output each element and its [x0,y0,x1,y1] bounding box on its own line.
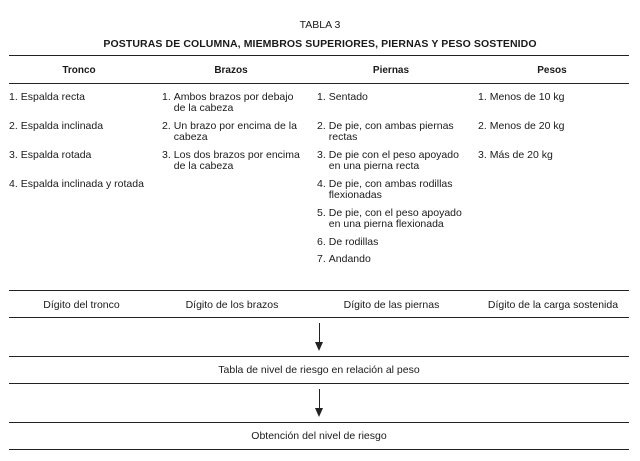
table-title: POSTURAS DE COLUMNA, MIEMBROS SUPERIORES, PIERNAS Y PESO SOSTENIDO [103,38,537,50]
result-top-rule [9,422,629,423]
table-label: TABLA 3 [299,19,341,31]
list-item: 6. De rodillas [317,236,379,248]
list-item: 1. Ambos brazos por debajo de la cabeza [162,91,294,114]
list-item: 3. De pie con el peso apoyado en una pierna recta [317,149,459,172]
list-item: 3. Espalda rotada [9,149,92,161]
column-header-piernas: Piernas [372,65,410,76]
list-item: 4. De pie, con ambas rodillas flexionadas [317,178,453,201]
list-item: 3. Más de 20 kg [478,149,553,161]
list-item: 1. Menos de 10 kg [478,91,565,103]
pesos-list [478,92,628,179]
tronco-list [9,92,159,208]
risk-table-label: Tabla de nivel de riesgo en relación al peso [218,364,420,376]
list-item: 4. Espalda inclinada y rotada [9,178,144,190]
digits-bottom-rule [9,317,629,318]
list-item: 2. Espalda inclinada [9,120,104,132]
list-item: 1. Sentado [317,91,368,103]
list-item: 2. Un brazo por encima de la cabeza [162,120,297,143]
digit-carga: Dígito de la carga sostenida [487,299,619,311]
risk-top-rule [9,356,629,357]
digit-tronco: Dígito del tronco [43,299,120,311]
list-item: 7. Andando [317,253,371,265]
digit-piernas: Dígito de las piernas [343,299,440,311]
list-item: 2. De pie, con ambas piernas rectas [317,120,454,143]
piernas-list [317,92,472,271]
column-header-tronco: Tronco [62,65,96,76]
top-rule [9,55,629,56]
header-rule [9,83,629,84]
digits-top-rule [9,290,629,291]
risk-bottom-rule [9,383,629,384]
list-item: 5. De pie, con el peso apoyado en una pierna flexionada [317,207,462,230]
column-header-pesos: Pesos [537,65,567,76]
brazos-list [162,92,304,179]
result-bottom-rule [9,449,629,450]
risk-result-label: Obtención del nivel de riesgo [251,430,387,442]
digit-brazos: Dígito de los brazos [185,299,279,311]
list-item: 3. Los dos brazos por encima de la cabeza [162,149,300,172]
list-item: 2. Menos de 20 kg [478,120,565,132]
list-item: 1. Espalda recta [9,91,85,103]
column-header-brazos: Brazos [214,65,248,76]
